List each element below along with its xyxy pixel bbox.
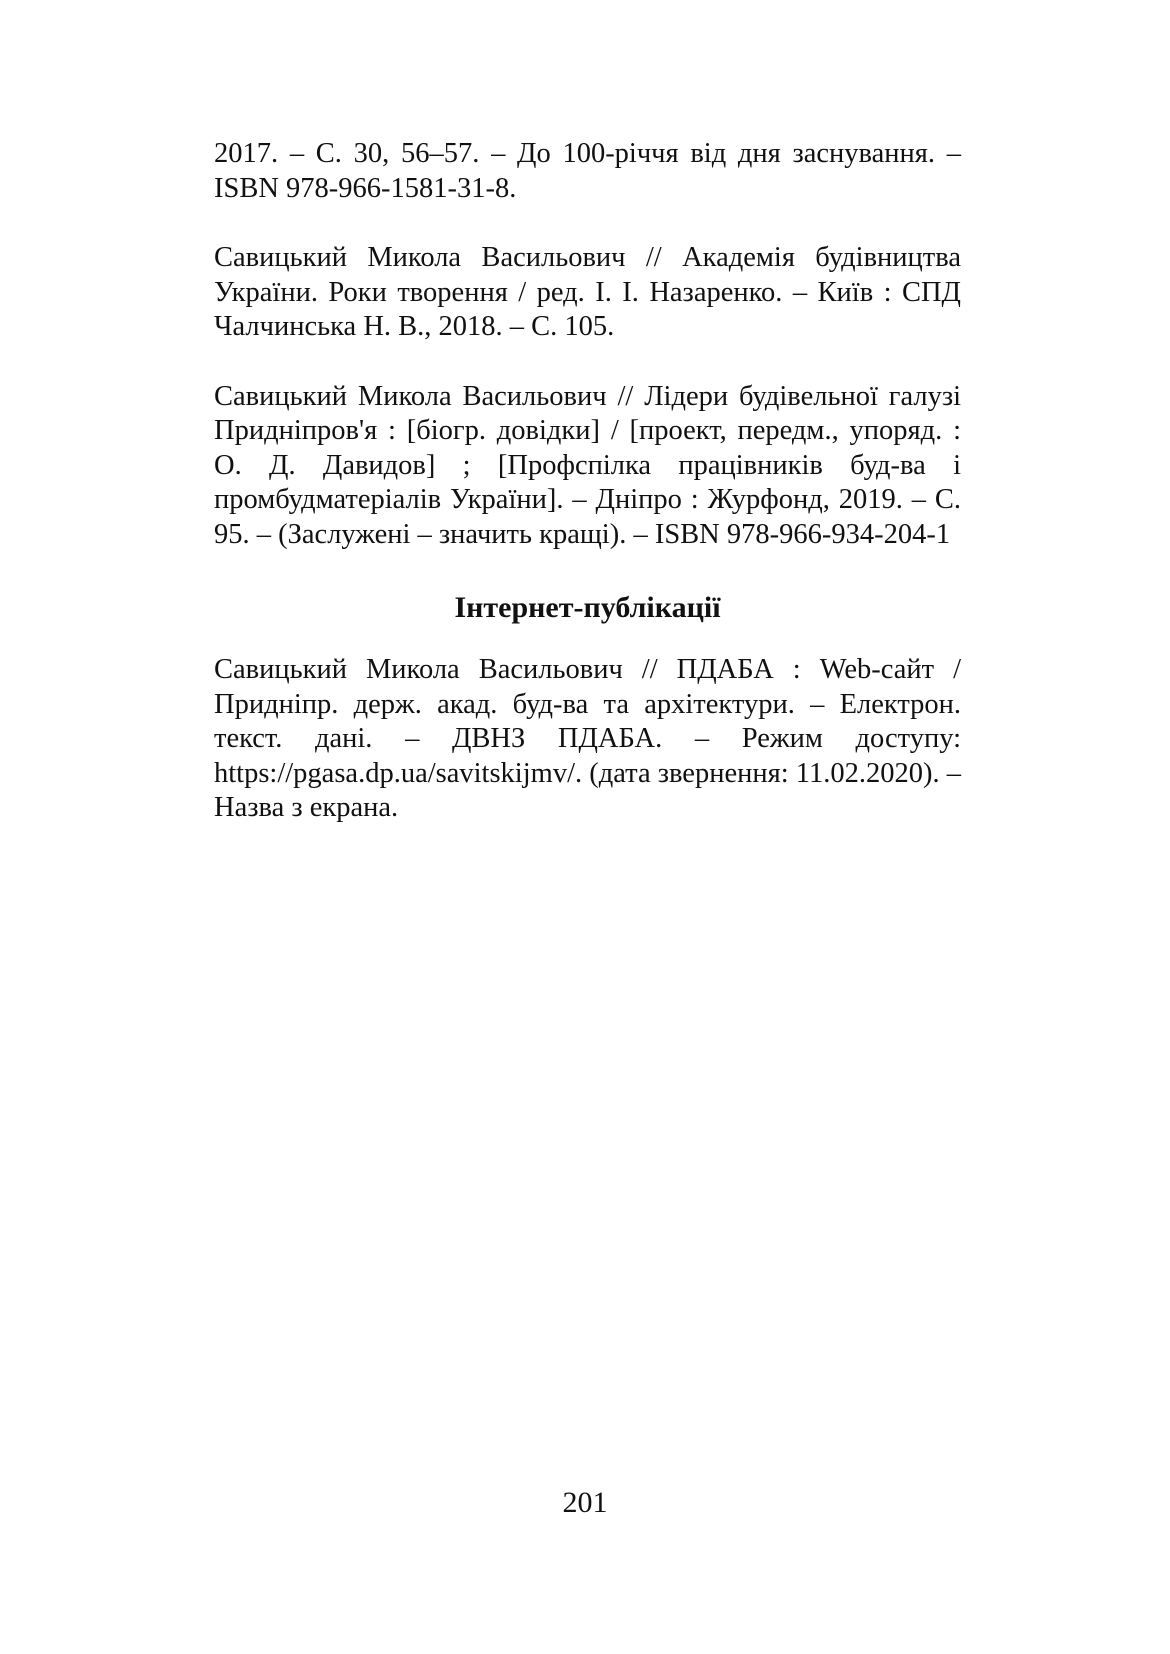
bibliography-entry-website: Савицький Микола Васильович // ПДАБА : Web-сайт / Придніпр. держ. акад. буд-ва та архітектури. – Електрон. текст. дані. – ДВНЗ ПДАБА. – Режим доступу: https://pgasa.dp.ua/savitskijmv/. (дата звернення: 11.02.2020). – Назва з екрана. xyxy=(214,654,961,823)
bibliography-entry-academy: Савицький Микола Васильович // Академія будівництва України. Роки творення / ред. І. І. Назаренко. – Київ : СПД Чалчинська Н. В., 2018. – С. 105. xyxy=(214,242,961,342)
page-number: 201 xyxy=(562,1486,608,1519)
section-heading-internet-publications: Інтернет-публікації xyxy=(454,591,721,624)
bibliography-entry-leaders: Савицький Микола Васильович // Лідери будівельної галузі Придніпров'я : [біогр. довідки] / [проект, передм., упоряд. : О. Д. Давидов] ; [Профспілка працівників буд-ва і промбудматеріалів України]. – Дніпро : Журфонд, 2019. – С. 95. – (Заслужені – значить кращі). – ISBN 978-966-934-204-1 xyxy=(214,380,961,550)
page-content xyxy=(214,137,961,826)
bibliography-entry-continuation: 2017. – С. 30, 56–57. – До 100-річчя від дня заснування. – ISBN 978-966-1581-31-8. xyxy=(214,138,961,204)
